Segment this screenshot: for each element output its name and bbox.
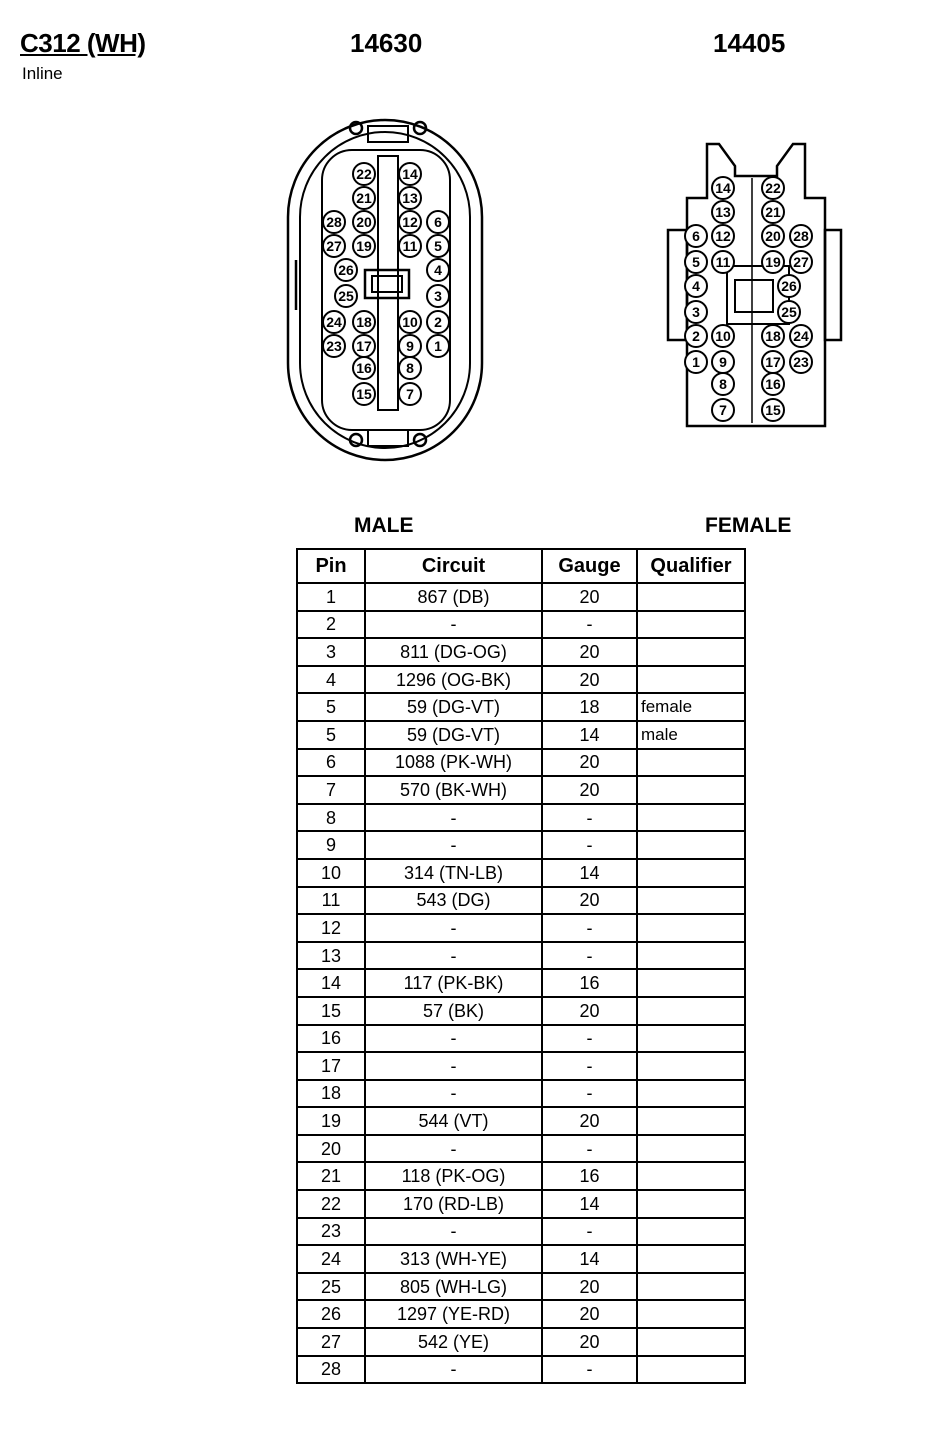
male-pin-label: 25 <box>338 288 354 305</box>
pin-cell: 9 <box>297 831 365 859</box>
gauge-cell: 18 <box>542 693 637 721</box>
gauge-cell: 20 <box>542 997 637 1025</box>
circuit-cell: 570 (BK-WH) <box>365 776 542 804</box>
gauge-cell: 14 <box>542 721 637 749</box>
table-row <box>297 859 745 887</box>
table-row <box>297 749 745 777</box>
table-row <box>297 887 745 915</box>
female-pin-label: 7 <box>719 402 727 419</box>
pin-cell: 10 <box>297 859 365 887</box>
gauge-cell: 20 <box>542 1273 637 1301</box>
qualifier-cell <box>637 1080 745 1108</box>
gauge-cell: - <box>542 804 637 832</box>
female-connector-diagram <box>665 138 850 430</box>
qualifier-cell <box>637 1328 745 1356</box>
pin-cell: 27 <box>297 1328 365 1356</box>
male-pin-group <box>323 163 449 405</box>
circuit-cell: - <box>365 1135 542 1163</box>
table-row <box>297 1300 745 1328</box>
qualifier-cell <box>637 1356 745 1384</box>
gauge-cell: 16 <box>542 969 637 997</box>
connector-id: C312 (WH) <box>20 28 146 58</box>
female-pin-label: 12 <box>715 228 731 245</box>
male-pin-label: 20 <box>356 214 372 231</box>
female-pin-label: 17 <box>765 354 781 371</box>
circuit-cell: - <box>365 914 542 942</box>
female-pin-label: 20 <box>765 228 781 245</box>
female-pin-label: 2 <box>692 328 700 345</box>
female-pin-label: 27 <box>793 254 809 271</box>
qualifier-cell <box>637 914 745 942</box>
female-pin-label: 3 <box>692 304 700 321</box>
male-pin-label: 15 <box>356 386 372 403</box>
qualifier-cell <box>637 749 745 777</box>
circuit-cell: - <box>365 611 542 639</box>
male-pin-label: 7 <box>406 386 414 403</box>
male-pin-label: 8 <box>406 360 414 377</box>
gauge-cell: - <box>542 1356 637 1384</box>
table-row <box>297 1025 745 1053</box>
circuit-cell: 1088 (PK-WH) <box>365 749 542 777</box>
qualifier-cell <box>637 638 745 666</box>
table-row <box>297 693 745 721</box>
table-header-row <box>297 549 745 583</box>
pin-cell: 13 <box>297 942 365 970</box>
male-pin-label: 22 <box>356 166 372 183</box>
pin-cell: 21 <box>297 1162 365 1190</box>
qualifier-cell <box>637 969 745 997</box>
qualifier-cell <box>637 1025 745 1053</box>
female-pin-label: 25 <box>781 304 797 321</box>
gauge-cell: 20 <box>542 1300 637 1328</box>
pin-cell: 19 <box>297 1107 365 1135</box>
qualifier-cell: female <box>637 693 745 721</box>
qualifier-cell: male <box>637 721 745 749</box>
header-circuit: Circuit <box>365 549 542 583</box>
male-pin-label: 6 <box>434 214 442 231</box>
female-pin-label: 4 <box>692 278 700 295</box>
gauge-cell: 14 <box>542 859 637 887</box>
table-row <box>297 969 745 997</box>
circuit-cell: 805 (WH-LG) <box>365 1273 542 1301</box>
male-pin-label: 24 <box>326 314 342 331</box>
female-pin-label: 26 <box>781 278 797 295</box>
male-part-number: 14630 <box>350 28 423 58</box>
circuit-cell: - <box>365 942 542 970</box>
qualifier-cell <box>637 804 745 832</box>
connector-location: Inline <box>22 64 63 83</box>
male-pin-label: 4 <box>434 262 442 279</box>
pin-cell: 2 <box>297 611 365 639</box>
qualifier-cell <box>637 1052 745 1080</box>
male-pin-label: 19 <box>356 238 372 255</box>
gauge-cell: 16 <box>542 1162 637 1190</box>
qualifier-cell <box>637 887 745 915</box>
pin-cell: 11 <box>297 887 365 915</box>
pin-cell: 5 <box>297 693 365 721</box>
gauge-cell: 20 <box>542 583 637 611</box>
circuit-cell: 1296 (OG-BK) <box>365 666 542 694</box>
female-pin-label: 10 <box>715 328 731 345</box>
male-pin-label: 1 <box>434 338 442 355</box>
table-row <box>297 721 745 749</box>
pin-cell: 26 <box>297 1300 365 1328</box>
pin-cell: 18 <box>297 1080 365 1108</box>
table-body <box>297 583 745 1383</box>
pin-cell: 6 <box>297 749 365 777</box>
male-pin-label: 26 <box>338 262 354 279</box>
gauge-cell: - <box>542 1135 637 1163</box>
female-pin-label: 5 <box>692 254 700 271</box>
table-row <box>297 914 745 942</box>
circuit-cell: 811 (DG-OG) <box>365 638 542 666</box>
circuit-cell: 57 (BK) <box>365 997 542 1025</box>
table-row <box>297 666 745 694</box>
qualifier-cell <box>637 1273 745 1301</box>
male-pin-label: 3 <box>434 288 442 305</box>
male-center-rib <box>378 156 398 410</box>
male-view-label: MALE <box>354 514 414 537</box>
gauge-cell: 20 <box>542 749 637 777</box>
qualifier-cell <box>637 776 745 804</box>
male-pin-label: 13 <box>402 190 418 207</box>
circuit-cell: 313 (WH-YE) <box>365 1245 542 1273</box>
female-latch-inner <box>735 280 773 312</box>
pin-cell: 15 <box>297 997 365 1025</box>
gauge-cell: - <box>542 1218 637 1246</box>
gauge-cell: 20 <box>542 1328 637 1356</box>
qualifier-cell <box>637 831 745 859</box>
table-row <box>297 1162 745 1190</box>
circuit-cell: - <box>365 1080 542 1108</box>
qualifier-cell <box>637 1218 745 1246</box>
male-pin-label: 28 <box>326 214 342 231</box>
male-pin-label: 10 <box>402 314 418 331</box>
pin-table <box>296 548 746 1384</box>
table-row <box>297 1245 745 1273</box>
qualifier-cell <box>637 1135 745 1163</box>
circuit-cell: 170 (RD-LB) <box>365 1190 542 1218</box>
gauge-cell: 20 <box>542 1107 637 1135</box>
gauge-cell: 14 <box>542 1190 637 1218</box>
male-pin-label: 14 <box>402 166 418 183</box>
qualifier-cell <box>637 1245 745 1273</box>
table-row <box>297 997 745 1025</box>
qualifier-cell <box>637 666 745 694</box>
qualifier-cell <box>637 997 745 1025</box>
female-pin-label: 23 <box>793 354 809 371</box>
female-pin-label: 14 <box>715 180 731 197</box>
pin-cell: 12 <box>297 914 365 942</box>
gauge-cell: - <box>542 1025 637 1053</box>
table-row <box>297 1190 745 1218</box>
header-gauge: Gauge <box>542 549 637 583</box>
gauge-cell: - <box>542 1080 637 1108</box>
male-pin-label: 27 <box>326 238 342 255</box>
pin-cell: 5 <box>297 721 365 749</box>
header-pin: Pin <box>297 549 365 583</box>
male-pin-label: 21 <box>356 190 372 207</box>
female-pin-label: 11 <box>715 254 731 271</box>
table-row <box>297 1135 745 1163</box>
male-pin-label: 23 <box>326 338 342 355</box>
table-row <box>297 1328 745 1356</box>
circuit-cell: 543 (DG) <box>365 887 542 915</box>
male-pin-label: 16 <box>356 360 372 377</box>
male-pin-label: 12 <box>402 214 418 231</box>
table-row <box>297 583 745 611</box>
female-pin-label: 19 <box>765 254 781 271</box>
male-pin-label: 2 <box>434 314 442 331</box>
female-pin-label: 13 <box>715 204 731 221</box>
male-clip-bottom-left <box>350 434 362 446</box>
qualifier-cell <box>637 859 745 887</box>
pin-cell: 8 <box>297 804 365 832</box>
female-pin-label: 15 <box>765 402 781 419</box>
gauge-cell: - <box>542 831 637 859</box>
qualifier-cell <box>637 1190 745 1218</box>
female-pin-label: 28 <box>793 228 809 245</box>
table-row <box>297 804 745 832</box>
table-row <box>297 1080 745 1108</box>
qualifier-cell <box>637 583 745 611</box>
pin-cell: 3 <box>297 638 365 666</box>
circuit-cell: 117 (PK-BK) <box>365 969 542 997</box>
female-pin-label: 18 <box>765 328 781 345</box>
pin-cell: 25 <box>297 1273 365 1301</box>
circuit-cell: 867 (DB) <box>365 583 542 611</box>
male-pin-label: 11 <box>402 238 418 255</box>
circuit-cell: - <box>365 1356 542 1384</box>
female-pin-label: 6 <box>692 228 700 245</box>
gauge-cell: 20 <box>542 887 637 915</box>
female-pin-label: 22 <box>765 180 781 197</box>
qualifier-cell <box>637 942 745 970</box>
female-pin-group <box>685 177 812 421</box>
circuit-cell: - <box>365 1218 542 1246</box>
table-row <box>297 1356 745 1384</box>
circuit-cell: 544 (VT) <box>365 1107 542 1135</box>
male-pin-label: 18 <box>356 314 372 331</box>
table-row <box>297 1218 745 1246</box>
male-bottom-key <box>368 430 408 446</box>
qualifier-cell <box>637 611 745 639</box>
male-pin-label: 9 <box>406 338 414 355</box>
female-pin-label: 8 <box>719 376 727 393</box>
circuit-cell: 314 (TN-LB) <box>365 859 542 887</box>
table-row <box>297 776 745 804</box>
gauge-cell: 20 <box>542 666 637 694</box>
qualifier-cell <box>637 1300 745 1328</box>
gauge-cell: - <box>542 1052 637 1080</box>
female-pin-label: 9 <box>719 354 727 371</box>
circuit-cell: 118 (PK-OG) <box>365 1162 542 1190</box>
circuit-cell: - <box>365 831 542 859</box>
pin-cell: 17 <box>297 1052 365 1080</box>
pin-cell: 28 <box>297 1356 365 1384</box>
qualifier-cell <box>637 1162 745 1190</box>
table-row <box>297 942 745 970</box>
male-pin-label: 17 <box>356 338 372 355</box>
male-pin-label: 5 <box>434 238 442 255</box>
female-pin-label: 1 <box>692 354 700 371</box>
gauge-cell: - <box>542 942 637 970</box>
circuit-cell: - <box>365 1052 542 1080</box>
gauge-cell: - <box>542 914 637 942</box>
circuit-cell: 59 (DG-VT) <box>365 721 542 749</box>
pin-cell: 7 <box>297 776 365 804</box>
female-right-lock <box>825 230 841 340</box>
pin-cell: 14 <box>297 969 365 997</box>
qualifier-cell <box>637 1107 745 1135</box>
table-row <box>297 1273 745 1301</box>
table-row <box>297 1052 745 1080</box>
pin-cell: 4 <box>297 666 365 694</box>
male-connector-diagram <box>270 110 500 470</box>
female-view-label: FEMALE <box>705 514 792 537</box>
circuit-cell: - <box>365 804 542 832</box>
header-qualifier: Qualifier <box>637 549 745 583</box>
gauge-cell: - <box>542 611 637 639</box>
female-pin-label: 21 <box>765 204 781 221</box>
table-row <box>297 1107 745 1135</box>
female-pin-label: 16 <box>765 376 781 393</box>
female-pin-label: 24 <box>793 328 809 345</box>
table-row <box>297 831 745 859</box>
pin-cell: 24 <box>297 1245 365 1273</box>
circuit-cell: - <box>365 1025 542 1053</box>
circuit-cell: 1297 (YE-RD) <box>365 1300 542 1328</box>
female-part-number: 14405 <box>713 28 786 58</box>
gauge-cell: 20 <box>542 776 637 804</box>
pin-cell: 20 <box>297 1135 365 1163</box>
table-row <box>297 638 745 666</box>
pin-cell: 23 <box>297 1218 365 1246</box>
pin-cell: 16 <box>297 1025 365 1053</box>
gauge-cell: 14 <box>542 1245 637 1273</box>
pin-cell: 1 <box>297 583 365 611</box>
circuit-cell: 542 (YE) <box>365 1328 542 1356</box>
pin-cell: 22 <box>297 1190 365 1218</box>
table-row <box>297 611 745 639</box>
gauge-cell: 20 <box>542 638 637 666</box>
circuit-cell: 59 (DG-VT) <box>365 693 542 721</box>
